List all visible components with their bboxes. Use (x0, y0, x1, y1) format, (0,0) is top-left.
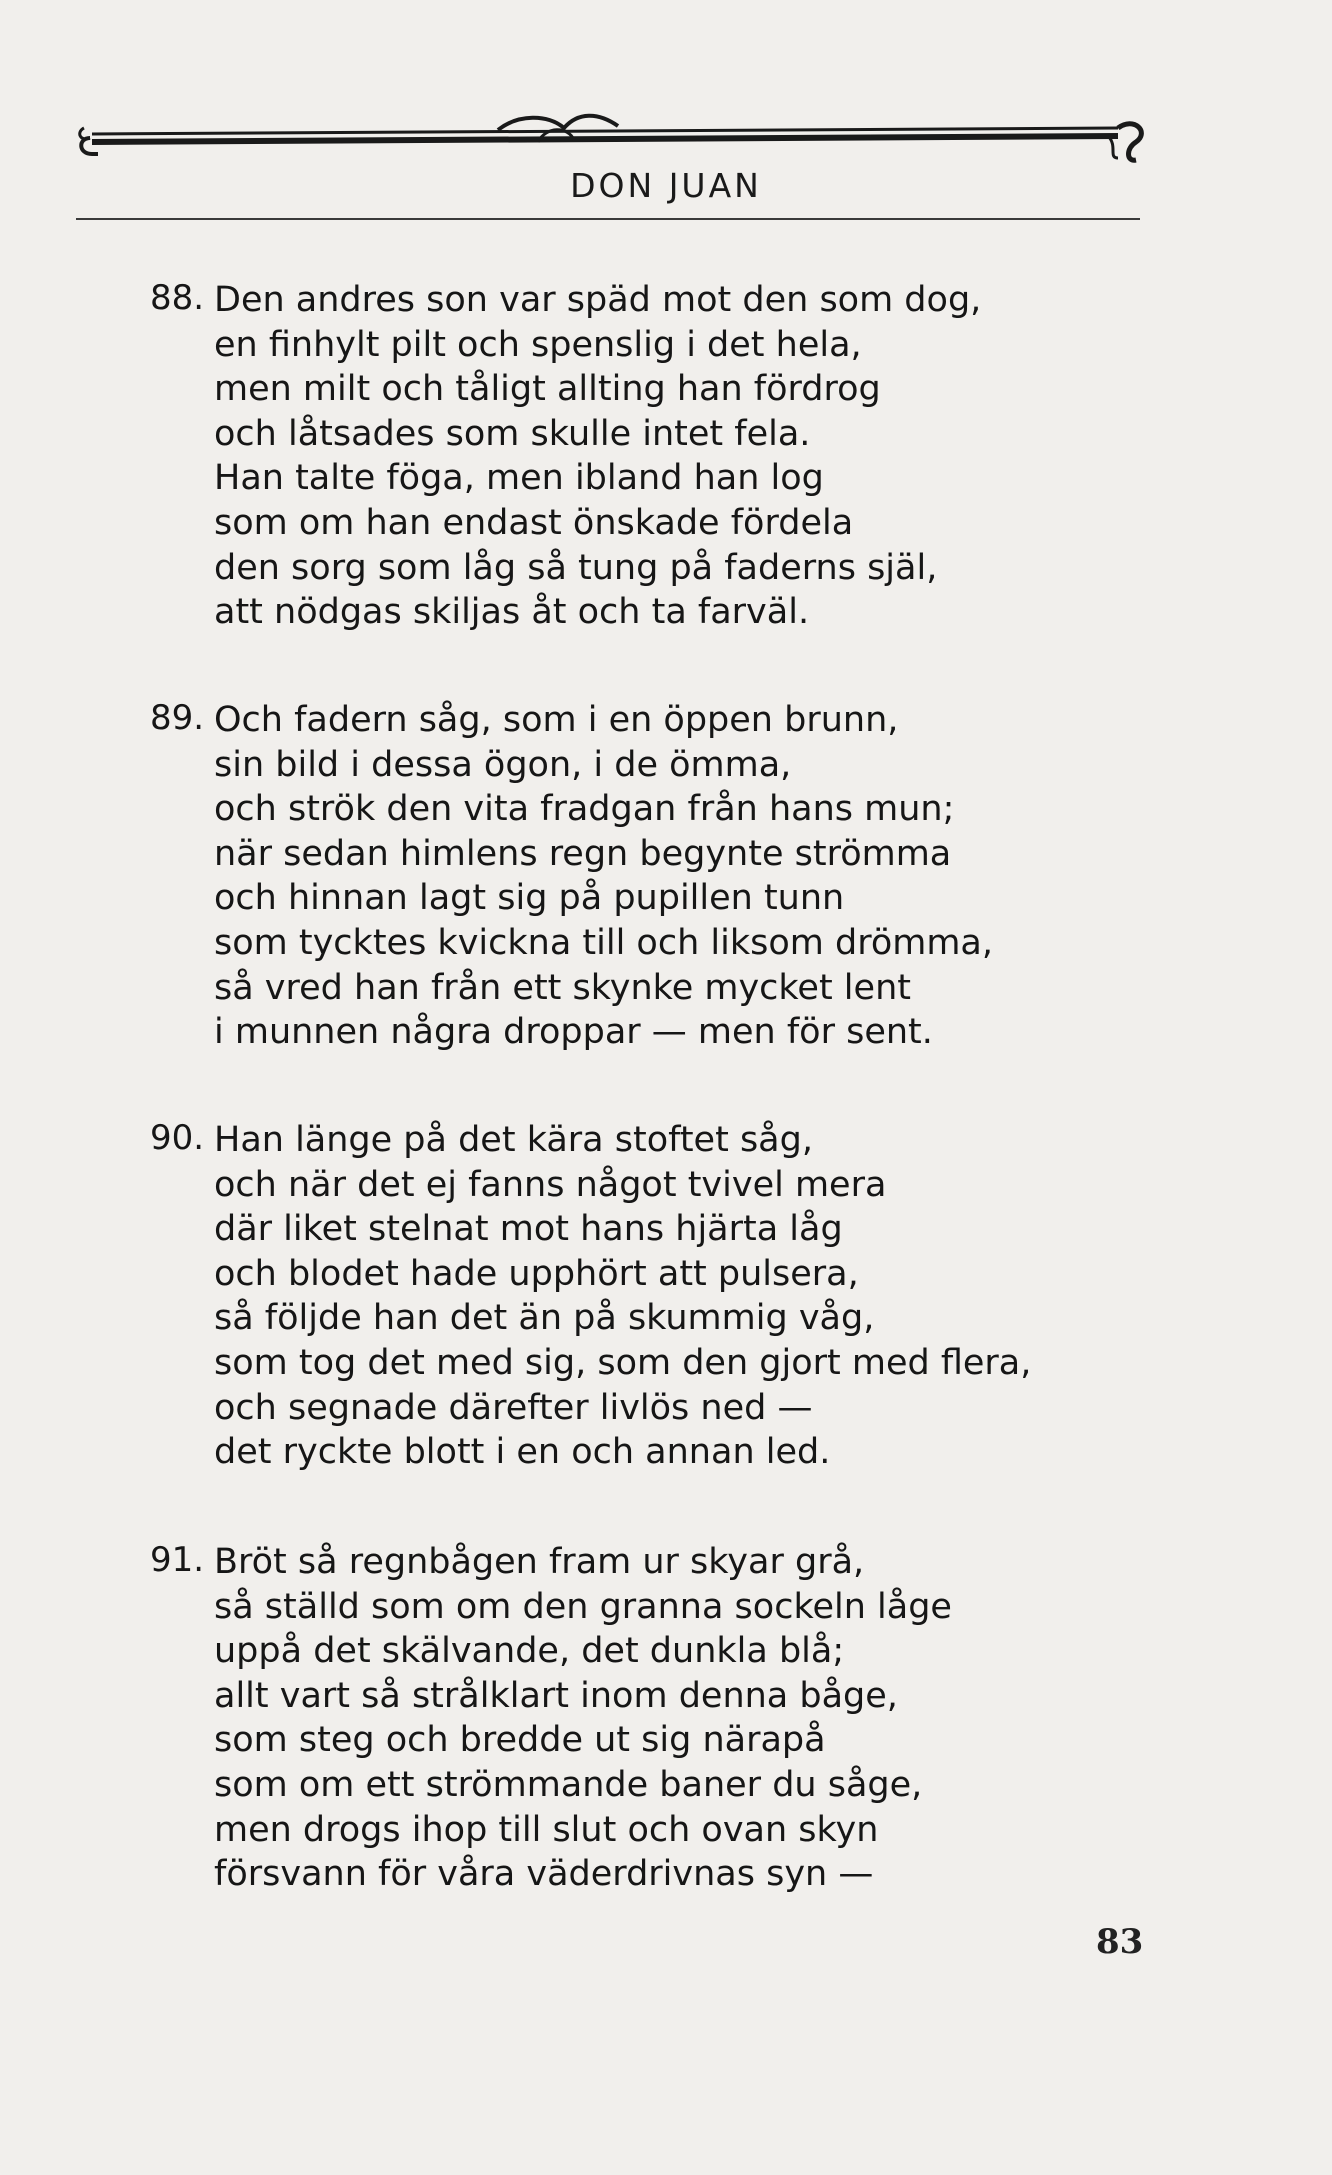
verse-line: när sedan himlens regn begynte strömma (214, 833, 952, 874)
stanza-number: 91. (150, 1540, 205, 1580)
verse-line: men drogs ihop till slut och ovan skyn (214, 1809, 879, 1850)
verse-line: det ryckte blott i en och annan led. (214, 1432, 831, 1473)
stanza-lines (214, 278, 1194, 635)
verse-line: som om ett strömmande baner du såge, (214, 1764, 923, 1805)
verse-line: så vred han från ett skynke mycket lent (214, 967, 911, 1008)
verse-line: som tog det med sig, som den gjort med flera, (214, 1342, 1032, 1383)
verse-line: där liket stelnat mot hans hjärta låg (214, 1209, 843, 1250)
verse-line: och låtsades som skulle intet fela. (214, 413, 811, 454)
page-number: 83 (1096, 1922, 1144, 1962)
verse-line: i munnen några droppar — men för sent. (214, 1012, 933, 1053)
stanza-number: 88. (150, 278, 205, 318)
verse-line: en finhylt pilt och spenslig i det hela, (214, 324, 862, 365)
running-title: DON JUAN (570, 166, 762, 205)
verse-line: och segnade därefter livlös ned — (214, 1387, 813, 1428)
verse-line: och strök den vita fradgan från hans mun; (214, 789, 955, 830)
verse-line: som tycktes kvickna till och liksom drömma, (214, 922, 993, 963)
verse-line: och hinnan lagt sig på pupillen tunn (214, 878, 845, 919)
verse-line: och blodet hade upphört att pulsera, (214, 1253, 859, 1294)
header-ornament-icon (78, 108, 1146, 168)
verse-line: försvann för våra väderdrivnas syn — (214, 1854, 874, 1895)
verse-line: Han länge på det kära stoftet såg, (214, 1120, 813, 1160)
verse-line: Den andres son var späd mot den som dog, (214, 280, 982, 320)
verse-line: uppå det skälvande, det dunkla blå; (214, 1631, 845, 1672)
verse-line: men milt och tåligt allting han fördrog (214, 369, 881, 410)
header-rule (76, 218, 1140, 220)
verse-line: Bröt så regnbågen fram ur skyar grå, (214, 1542, 865, 1582)
verse-line: och när det ej fanns något tvivel mera (214, 1164, 887, 1205)
verse-line: som steg och bredde ut sig närapå (214, 1720, 826, 1761)
stanza-number: 89. (150, 698, 205, 738)
verse-line: allt vart så strålklart inom denna båge, (214, 1675, 898, 1716)
verse-line: Och fadern såg, som i en öppen brunn, (214, 700, 899, 740)
verse-line: så ställd som om den granna sockeln låge (214, 1586, 952, 1627)
verse-line: så följde han det än på skummig våg, (214, 1298, 875, 1339)
verse-line: som om han endast önskade fördela (214, 502, 854, 543)
stanza-lines (214, 698, 1194, 1055)
verse-line: Han talte föga, men ibland han log (214, 458, 824, 499)
verse-line: att nödgas skiljas åt och ta farväl. (214, 592, 810, 633)
verse-line: sin bild i dessa ögon, i de ömma, (214, 744, 792, 785)
stanza-lines (214, 1540, 1194, 1897)
stanza-lines (214, 1118, 1194, 1475)
verse-line: den sorg som låg så tung på faderns själ, (214, 547, 938, 588)
stanza-number: 90. (150, 1118, 205, 1158)
